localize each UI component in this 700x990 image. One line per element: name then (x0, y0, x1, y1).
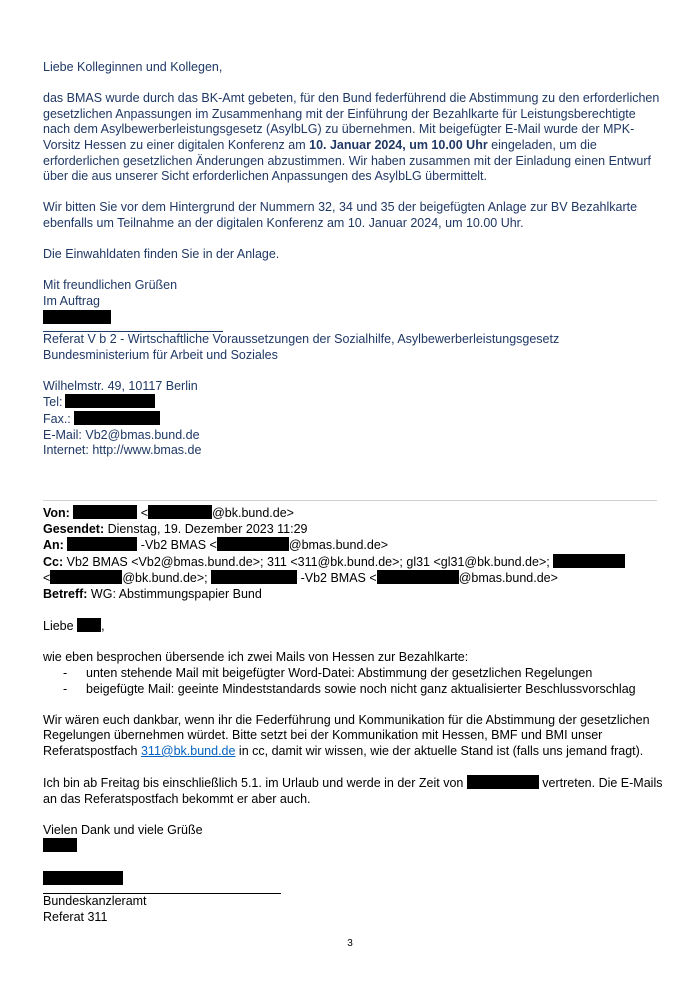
paragraph-1-date: 10. Januar 2024, um 10.00 Uhr (309, 137, 488, 152)
cc-line2-c: @bmas.bund.de> (458, 571, 558, 586)
email-line: E-Mail: Vb2@bmas.bund.de (43, 427, 200, 442)
bullet-item-2: - beigefügte Mail: geeinte Mindeststandards sowie noch nicht ganz aktualisierter Beschlussvorschlag (63, 682, 663, 698)
header-cc (43, 554, 663, 571)
header-an (43, 537, 663, 554)
greeting-2: Liebe , (43, 619, 105, 634)
von-label: Von: (43, 506, 70, 520)
referatspostfach-link[interactable]: 311@bk.bund.de (140, 743, 236, 758)
header-betreff (43, 587, 663, 603)
page-number: 3 (347, 938, 353, 949)
intro-line: wie eben besprochen übersende ich zwei Mails von Hessen zur Bezahlkarte: (43, 650, 469, 665)
header-cc-line-2: < @bk.bund.de>; -Vb2 BMAS < @bmas.bund.de> (43, 571, 558, 586)
org-line-1: Bundeskanzleramt (43, 894, 147, 909)
closing-line-2: Im Auftrag (43, 293, 100, 308)
internet-line: Internet: http://www.bmas.de (43, 443, 202, 458)
fax-line (43, 411, 663, 428)
greeting-2-text: Liebe (43, 619, 78, 634)
betreff-label: Betreff: (43, 586, 88, 601)
sender-name-redacted (43, 838, 663, 855)
an-end: @bmas.bund.de> (288, 538, 389, 553)
von-value: @bk.bund.de> (212, 506, 294, 520)
gesendet-label: Gesendet: (43, 521, 105, 536)
an-mid: -Vb2 BMAS < (137, 538, 217, 553)
bullet-list (43, 666, 663, 697)
paragraph-3: Die Einwahldaten finden Sie in der Anlage. (43, 247, 280, 262)
fax-label: Fax.: (43, 412, 71, 427)
bullet-item-1: - unten stehende Mail mit beigefügter Word-Datei: Abstimmung der gesetzlichen Regelungen (63, 666, 663, 682)
paragraph-1 (43, 91, 663, 185)
email-body-bmas (43, 60, 663, 459)
referat-line: Referat V b 2 - Wirtschaftliche Voraussetzungen der Sozialhilfe, Asylbewerberleistungsgesetz (43, 332, 560, 347)
request-paragraph (43, 713, 663, 760)
an-label: An: (43, 538, 64, 553)
cc-line2-b: -Vb2 BMAS < (297, 571, 377, 586)
paragraph-2: Wir bitten Sie vor dem Hintergrund der Nummern 32, 34 und 35 der beigefügten Anlage zur BV Bezahlkarte ebenfalls um Teilnahme an der digitalen Konferenz am 10. Januar 2024, um 10.00 Uhr. (43, 200, 638, 230)
vacation-text-a: Ich bin ab Freitag bis einschließlich 5.1. im Urlaub und werde in der Zeit von (43, 776, 467, 791)
org-line-2: Referat 311 (43, 909, 108, 924)
tel-line (43, 394, 663, 411)
header-separator (43, 500, 657, 501)
cc-line2-a: @bk.bund.de>; (122, 571, 208, 586)
gesendet-value: Dienstag, 19. Dezember 2023 11:29 (104, 521, 308, 536)
signature-name-redacted (43, 310, 663, 327)
ministry-line: Bundesministerium für Arbeit und Soziales (43, 347, 278, 362)
cc-value: Vb2 BMAS <Vb2@bmas.bund.de>; 311 <311@bk.bund.de>; gl31 <gl31@bk.bund.de>; (63, 554, 550, 569)
betreff-value: WG: Abstimmungspapier Bund (87, 586, 262, 601)
vacation-paragraph (43, 775, 663, 807)
tel-label: Tel: (43, 395, 63, 410)
header-von: Von: < @bk.bund.de> (43, 506, 294, 520)
cc-label: Cc: (43, 554, 64, 569)
paragraph-1-text-a: das BMAS wurde durch das BK-Amt gebeten, für den Bund federführend die Abstimmung zu den erforderlichen gesetzlichen Anpassungen im Zusammenhang mit der Einführung der Bezahlkarte für Leistungsberechtigte nach dem Asylbewerberleistungsgesetz (AsylbLG) zu übernehmen. Mit beigefügter E-Mail wurde der MPK-Vorsitz Hessen zu einer digitalen Konferenz am (43, 91, 660, 152)
request-text-a: Wir wären euch dankbar, wenn ihr die Federführung und Kommunikation für die Abstimmung der gesetzlichen Regelungen übernehmen würdet. Bitte setzt bei der Kommunikation mit Hessen, BMF und BMI unser Referatspostfach (43, 712, 650, 758)
closing-2: Vielen Dank und viele Grüße (43, 822, 203, 837)
forwarded-email (43, 505, 663, 925)
sender-fullname-redacted (43, 871, 663, 888)
vacation-text-b: vertreten. Die E-Mails an das Referatspostfach bekommt er aber auch. (43, 776, 663, 806)
request-text-b: in cc, damit wir wissen, wie der aktuelle Stand ist (falls uns jemand fragt). (235, 743, 644, 758)
header-gesendet (43, 522, 663, 538)
paragraph-1-text-b: eingeladen, um die erforderlichen gesetzlichen Änderungen abzustimmen. Wir haben zusammen mit der Einladung einen Entwurf über die aus unserer Sicht erforderlichen Anpassungen des AsylbLG übermittelt. (43, 137, 651, 184)
greeting: Liebe Kolleginnen und Kollegen, (43, 60, 223, 74)
closing-line-1: Mit freundlichen Grüßen (43, 278, 178, 293)
address-line: Wilhelmstr. 49, 10117 Berlin (43, 378, 198, 393)
